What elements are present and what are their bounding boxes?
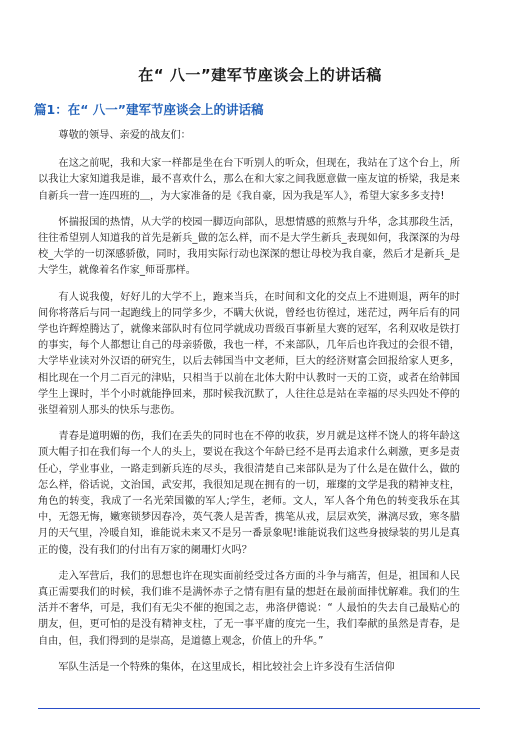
- footer-divider: [38, 708, 480, 709]
- document-title: 在“ 八一”建军节座谈会上的讲话稿: [138, 66, 382, 84]
- paragraph-4: 青春是道明媚的伤，我们在丢失的同时也在不停的收获，岁月就是这样不饶人的将年龄这顶大帽子扣在我们每一个人的头上，要说在我这个年龄已经不是再去追求什么刺激，更多是责任心，学业事业，一路走到新兵连的尽头，我很清楚自己来部队是为了什么是在做什么，做的怎么样，俗话说，文治国，武安邦，我很知足现在拥有的一切，璀璨的文学是我的精神支柱，角色的转变，我成了一名光荣国徽的军人;学生，老师。文人，军人各个角色的转变我乐在其中，无怨无悔，嫩寒锁梦因春冷，英气袭人是苦香，携笔从戎，层层欢笑，淋漓尽致，寒冬腊月的天气里，冷暖自知，谁能说未来又不是另一番景象呢!谁能说我们这些身披绿装的男儿是真正的傻，没有我们的付出有万家的阑珊灯火吗？: [38, 431, 460, 556]
- paragraph-3: 有人说我傻，好好儿的大学不上，跑来当兵，在时间和文化的交点上不进则退，两年的时间你将落后与同一起跑线上的同学多少，不瞒大伙说，曾经也彷徨过，迷茫过，两年后有的同学也许辉煌腾达了，就像来部队时有位同学就成功晋级百事新星大赛的冠军，名利双收是铁打的事实，每个人都想让自己的母亲骄傲，我也一样，不来部队，几年后也许我过的会很不错，大学毕业读对外汉语的研究生，以后去韩国当中文老师，巨大的经济财富会回报给家人更多，相比现在一个月二百元的津贴，只相当于以前在北体大附中认教时一天的工资，或者在给韩国学生上课时，半个小时就能挣回来，那时候我沉默了，人往往总是站在幸福的尽头四处不停的张望着别人那头的快乐与悲伤。: [38, 291, 460, 417]
- section-heading: 篇1：在“ 八一”建军节座谈会上的讲话稿: [34, 102, 264, 117]
- document-body: [38, 128, 460, 686]
- paragraph-2: 怀揣报国的热情，从大学的校园一脚迈向部队，思想情感的煎熬与升华，念其那段生活，往往希望别人知道我的首先是新兵_做的怎么样，而不是大学生新兵_表现如何，我深深的为母校_大学的一切深感骄傲，同时，我用实际行动也深深的想让母校为我自豪，然后才是新兵_是大学生，就像着名作家_师哥那样。: [38, 216, 460, 277]
- greeting-line: 尊敬的领导、亲爱的战友们：: [58, 130, 191, 141]
- paragraph-5: 走入军营后，我们的思想也许在现实面前经受过各方面的斗争与痛苦，但是，祖国和人民真正需要我们的时候，我们谁不是满怀赤子之情有胆有量的想赶在最前面排忧解难。我们的生活并不奢华，可是，我们有无尖不催的抱国之志，弗洛伊德说：“ 人最怕的失去自己最贴心的朋友，但，更可怕的是没有精神支柱，了无一事平庸的度完一生，我们奉献的虽然是青春，是自由，但，我们得到的是崇高，是道德上观念，价值上的升华。”: [38, 570, 460, 647]
- paragraph-6: 军队生活是一个特殊的集体，在这里成长，相比较社会上许多没有生活信仰: [58, 661, 395, 673]
- paragraph-1: 在这之前呢，我和大家一样都是坐在台下听别人的听众，但现在，我站在了这个台上，所以我让大家知道我是谁，最不喜欢什么，那么在和大家之间我愿意做一座友谊的桥梁，我是来自新兵一营一连四班的＿，为大家准备的是《我自豪，因为我是军人》，希望大家多多支持!: [38, 158, 460, 202]
